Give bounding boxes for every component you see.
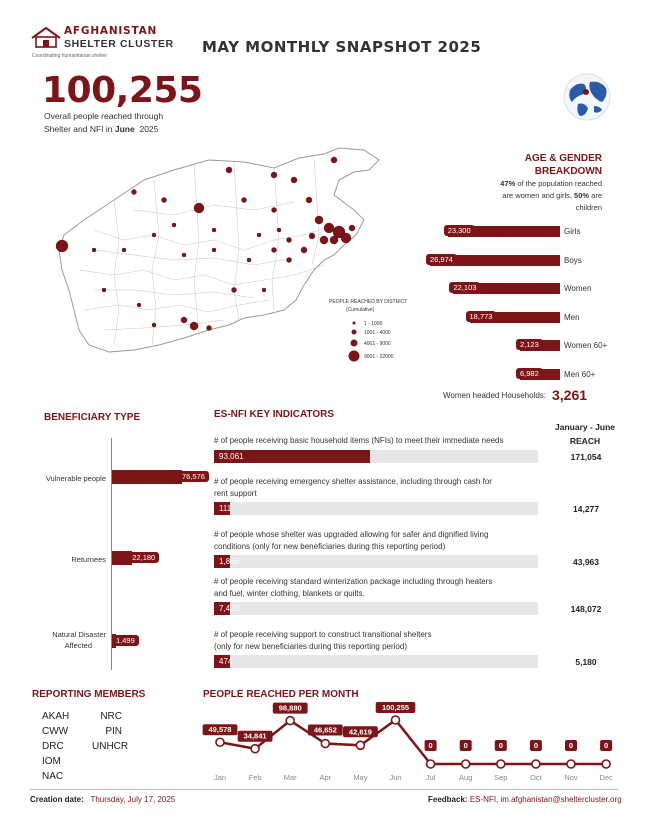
gender-label: Men 60+: [564, 369, 596, 379]
indicators-title: ES-NFI KEY INDICATORS: [214, 409, 335, 420]
indicator-bar: 93,061: [214, 450, 370, 463]
monthly-data-label: 98,880: [278, 703, 302, 713]
monthly-data-label: 0: [498, 741, 503, 750]
indicator-text-line1: # of people whose shelter was upgraded allowing for safer and dignified living: [214, 530, 489, 539]
map-legend-item-4: 9001 - 22000: [364, 354, 394, 360]
indicator-text: [214, 629, 544, 653]
indicator-bar: 7,420: [214, 602, 230, 615]
afghanistan-map: [34, 140, 414, 385]
creation-date: [30, 795, 175, 804]
map-legend-sub: (Cumulative): [346, 307, 375, 313]
reach-header-line2: REACH: [569, 436, 601, 446]
creation-value: Thursday, July 17, 2025: [90, 795, 176, 804]
monthly-point: [462, 760, 470, 768]
indicator-text: [214, 476, 544, 500]
member-iom: IOM: [42, 756, 61, 767]
map-legend-dot-2: [352, 330, 357, 335]
monthly-x-label: Jun: [389, 773, 402, 782]
monthly-x-label: Sep: [494, 773, 508, 782]
map-legend-dot-1: [353, 322, 356, 325]
monthly-point: [251, 745, 259, 753]
monthly-data-label: 46,652: [313, 725, 337, 735]
indicator-bar-bg: [214, 655, 538, 668]
monthly-line: [220, 720, 609, 764]
beneficiary-label: Natural Disaster: [52, 630, 106, 639]
beneficiary-title: BENEFICIARY TYPE: [44, 412, 141, 423]
feedback: [428, 795, 622, 804]
indicator-reach: 5,180: [575, 657, 597, 667]
feedback-value[interactable]: ES-NFI, im.afghanistan@sheltercluster.org: [469, 795, 622, 804]
member-nac: NAC: [42, 771, 64, 782]
indicator-text-line2: conditions (only for new beneficiaries during this reporting period): [214, 542, 446, 551]
indicator-reach: 43,963: [573, 557, 599, 567]
headline-line1: Overall people reached through: [44, 111, 164, 121]
monthly-x-label: Jul: [425, 773, 436, 782]
beneficiary-label: Vulnerable people: [45, 474, 106, 483]
beneficiary-label-line2: Affected: [64, 641, 92, 650]
indicator-text: [214, 576, 544, 600]
gender-value: 18,773: [466, 311, 497, 322]
households-value: 3,261: [552, 387, 588, 403]
monthly-data-label: 100,255: [381, 703, 410, 712]
map-legend-dot-3: [351, 340, 358, 347]
beneficiary-value: 22,180: [128, 552, 159, 563]
beneficiary-label: Returnees: [71, 555, 106, 564]
reach-header: [545, 420, 625, 448]
gender-label: Women: [564, 284, 592, 293]
beneficiary-bar: [112, 470, 182, 484]
monthly-data-label: 34,841: [243, 731, 267, 741]
indicator-text-line2: rent support: [214, 489, 257, 498]
map-legend-item-2: 1001 - 4000: [364, 330, 391, 336]
house-logo-icon: [30, 26, 62, 48]
globe-icon: [562, 72, 612, 122]
indicator-bar-bg: [214, 555, 538, 568]
feedback-label: Feedback:: [428, 795, 468, 804]
monthly-data-label: 42,619: [348, 727, 372, 737]
gender-label: Women 60+: [564, 341, 608, 350]
beneficiary-value: 1,499: [112, 635, 139, 646]
monthly-data-label: 0: [463, 741, 468, 750]
monthly-point: [497, 760, 505, 768]
creation-label: Creation date:: [30, 795, 84, 804]
indicator-bar: 474: [214, 655, 230, 668]
member-akah: AKAH: [42, 711, 70, 722]
indicator-text-line1: # of people receiving basic household items (NFIs) to meet their immediate needs: [214, 436, 504, 445]
age-gender-title-line1: AGE & GENDER: [524, 153, 602, 164]
member-drc: DRC: [42, 741, 64, 752]
monthly-data-label: 0: [568, 741, 574, 750]
monthly-x-label: Aug: [459, 773, 473, 782]
monthly-chart: [200, 700, 620, 790]
monthly-point: [532, 760, 540, 768]
monthly-point: [321, 740, 329, 748]
gender-value: 26,974: [426, 254, 457, 265]
monthly-data-label: 0: [604, 741, 609, 750]
member-cww: CWW: [42, 726, 69, 737]
beneficiary-value: 76,576: [178, 471, 209, 482]
age-gender-title-line2: BREAKDOWN: [534, 166, 602, 177]
monthly-point: [427, 760, 435, 768]
member-pin: PIN: [105, 726, 122, 737]
footer-line: [30, 789, 618, 790]
map-legend-title: PEOPLE REACHED BY DISTRICT: [329, 299, 408, 305]
headline-line2: Shelter and NFI in June 2025: [44, 124, 159, 134]
gender-value: 6,982: [516, 368, 543, 379]
monthly-x-label: Mar: [283, 773, 297, 782]
monthly-point: [286, 717, 294, 725]
indicator-text-line2: and fuel, winter clothing, blankets or quilts.: [214, 589, 365, 598]
monthly-title: PEOPLE REACHED PER MONTH: [203, 689, 359, 700]
monthly-point: [602, 760, 610, 768]
monthly-point: [567, 760, 575, 768]
member-unhcr: UNHCR: [92, 741, 129, 752]
members-title: REPORTING MEMBERS: [32, 689, 146, 700]
indicator-bar-bg: [214, 502, 538, 515]
monthly-point: [356, 741, 364, 749]
map-legend-item-1: 1 - 1000: [364, 321, 383, 327]
gender-label: Men: [564, 312, 580, 322]
indicator-text: [214, 529, 544, 553]
age-gender-title: [500, 152, 602, 178]
indicator-text-line1: # of people receiving support to construct transitional shelters: [214, 630, 432, 639]
monthly-data-label: 0: [428, 741, 433, 750]
monthly-data-label: 0: [533, 741, 538, 750]
map-legend-item-3: 4001 - 9000: [364, 341, 391, 347]
gender-value: 23,300: [444, 225, 475, 236]
indicator-reach: 171,054: [570, 452, 602, 462]
indicator-reach: 14,277: [573, 504, 599, 514]
indicator-text-line1: # of people receiving standard winterization package including through heaters: [214, 577, 493, 586]
monthly-point: [216, 738, 224, 746]
logo: [30, 24, 190, 64]
monthly-x-label: May: [353, 773, 368, 782]
monthly-x-label: Oct: [530, 773, 542, 782]
indicator-text: [214, 435, 544, 447]
reach-header-line1: January - June: [555, 422, 615, 432]
logo-line2: SHELTER CLUSTER: [64, 38, 174, 50]
indicator-bar: 111: [214, 502, 230, 515]
monthly-data-label: 49,578: [208, 725, 232, 735]
indicator-bar-bg: [214, 602, 538, 615]
households-label: Women headed Households:: [443, 391, 547, 400]
headline-number: 100,255: [42, 70, 203, 111]
indicator-text-line2: (only for new beneficiaries during this reporting period): [214, 642, 407, 651]
gender-label: Boys: [564, 255, 582, 265]
monthly-x-label: Dec: [599, 773, 613, 782]
indicator-bar: 1,866: [214, 555, 230, 568]
page-title: MAY MONTHLY SNAPSHOT 2025: [202, 38, 482, 56]
map-legend-dot-4: [349, 351, 360, 362]
gender-value: 2,123: [516, 339, 543, 350]
logo-tagline: Coordinating humanitarian shelter: [32, 53, 108, 59]
members-col2: [92, 709, 129, 754]
gender-value: 22,103: [449, 282, 480, 293]
members-col1: [42, 709, 69, 784]
age-gender-note: 47% of the population reached are women and girls, 50% are children: [500, 179, 602, 212]
monthly-point: [392, 716, 400, 724]
indicator-reach: 148,072: [570, 604, 602, 614]
gender-label: Girls: [564, 227, 581, 236]
monthly-x-label: Nov: [564, 773, 578, 782]
member-nrc: NRC: [100, 711, 122, 722]
indicator-text-line1: # of people receiving emergency shelter assistance, including through cash for: [214, 477, 492, 486]
monthly-x-label: Jan: [213, 773, 227, 782]
monthly-x-label: Apr: [319, 773, 332, 782]
monthly-x-label: Feb: [248, 773, 262, 782]
logo-line1: AFGHANISTAN: [64, 25, 158, 37]
